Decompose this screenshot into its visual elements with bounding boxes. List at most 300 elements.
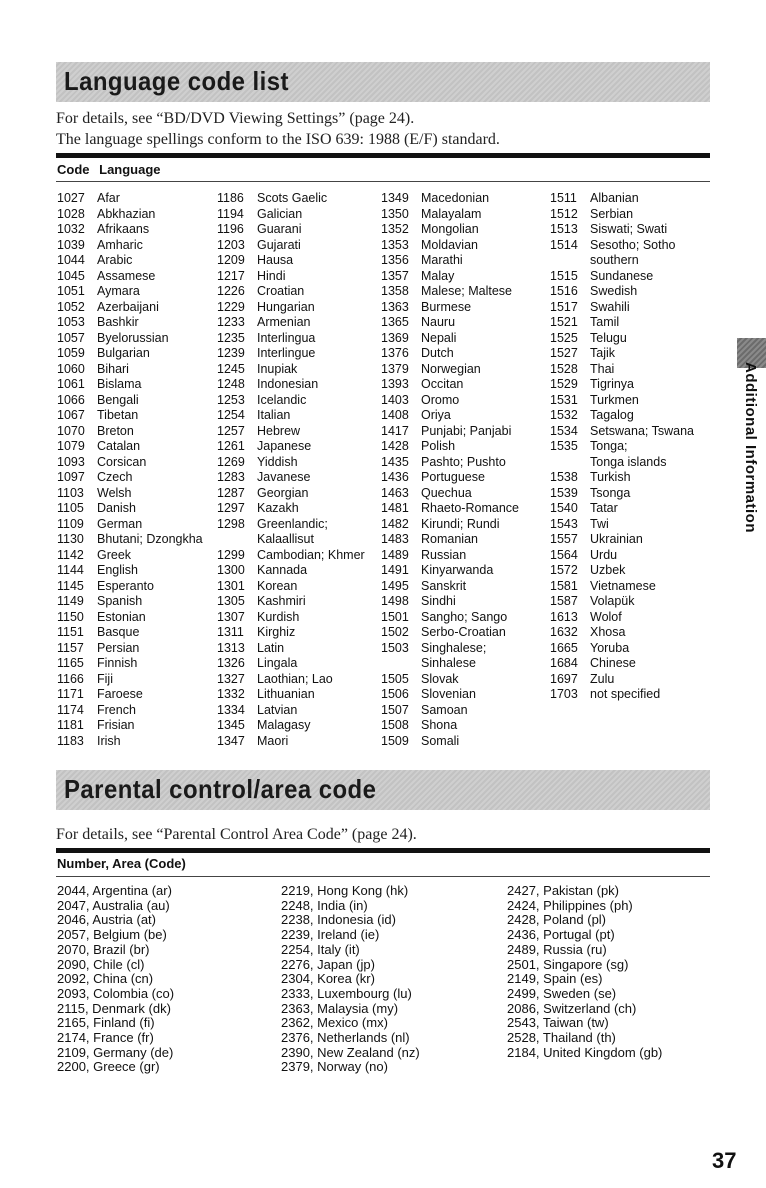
area-column-2 [281,884,420,1075]
language-name: Tamil [590,315,620,329]
language-name: Nepali [421,330,457,345]
language-row [381,222,519,238]
language-code: 1235 [217,330,245,345]
language-code: 1505 [381,671,409,686]
language-name: Dutch [421,346,454,360]
language-row [550,362,694,378]
language-row [550,377,694,393]
language-name: Catalan [97,439,141,453]
language-code: 1632 [550,625,578,639]
area-code-row: 2424, Philippines (ph) [507,897,633,913]
language-row [217,703,365,719]
language-row [57,377,203,393]
language-row [217,207,365,223]
language-code: 1564 [550,547,578,562]
language-name: Vietnamese [590,578,656,593]
language-row [217,300,365,316]
language-code: 1509 [381,733,409,748]
language-code: 1311 [217,625,244,639]
language-code: 1307 [217,609,245,624]
language-code: 1261 [217,439,245,453]
language-row [381,362,519,378]
area-code-row: 2219, Hong Kong (hk) [281,883,409,898]
language-name: Chinese [590,656,636,670]
language-row [550,579,694,595]
language-name: Hindi [257,268,286,283]
language-name: Xhosa [590,625,626,639]
language-name: Turkmen [590,392,639,407]
language-row [550,687,694,703]
area-code-row: 2092, China (cn) [57,971,154,987]
language-row [217,610,365,626]
language-code: 1527 [550,346,578,360]
language-name: Interlingue [257,346,316,360]
language-code: 1365 [381,315,409,329]
language-code: 1130 [57,532,84,546]
language-name: Guarani [257,222,302,236]
language-name: Sundanese [590,268,654,283]
language-row [550,393,694,409]
language-code: 1502 [381,625,409,639]
language-row [217,548,365,564]
language-code: 1350 [381,206,409,221]
language-row [57,331,203,347]
language-row [381,424,519,440]
language-name: Malay [421,268,455,283]
language-row [217,501,365,517]
language-code: 1534 [550,423,578,438]
language-code: 1436 [381,470,409,484]
language-row [217,393,365,409]
language-row [217,238,365,254]
language-name: Romanian [421,532,478,546]
area-code-row: 2254, Italy (it) [281,941,360,957]
language-row [57,315,203,331]
language-code: 1349 [381,191,409,205]
page-number: 37 [712,1148,737,1173]
language-code: 1501 [381,609,409,624]
language-row [57,439,203,455]
language-code: 1105 [57,501,84,515]
language-row [550,656,694,672]
language-name: Polish [421,439,456,453]
language-code: 1353 [381,237,409,252]
language-row [217,315,365,331]
area-code-row: 2427, Pakistan (pk) [507,883,620,898]
language-column-2 [217,191,365,749]
language-code: 1356 [381,253,409,267]
language-code: 1408 [381,408,409,422]
language-row [381,672,519,688]
language-name: Afrikaans [97,222,150,236]
language-row [57,579,203,595]
language-row [381,439,519,455]
language-row [217,377,365,393]
language-code: 1587 [550,594,578,608]
language-row [57,207,203,223]
language-name: Frisian [97,718,135,732]
language-row [57,253,203,269]
language-name: Albanian [590,191,639,205]
language-code: 1181 [57,718,84,732]
language-code: 1358 [381,284,409,298]
language-name: Spanish [97,594,143,608]
language-name: Bislama [97,377,142,391]
language-table-top-rule [56,153,710,158]
language-row [57,486,203,502]
language-name: Aymara [97,284,140,298]
language-name: Esperanto [97,578,154,593]
language-code: 1521 [550,315,578,329]
language-row [217,687,365,703]
language-name: Estonian [97,609,146,624]
language-code: 1248 [217,377,245,391]
area-code-row: 2390, New Zealand (nz) [281,1044,420,1060]
language-code: 1512 [550,206,578,221]
language-code: 1299 [217,547,245,562]
parental-table-header: Number, Area (Code) [57,856,186,871]
language-code: 1483 [381,532,409,546]
language-code: 1239 [217,346,245,360]
language-row [550,641,694,657]
language-name: Fiji [97,671,113,686]
area-code-row: 2184, United Kingdom (gb) [507,1044,663,1060]
area-code-row: 2543, Taiwan (tw) [507,1015,609,1031]
language-table-header [57,162,167,177]
parental-table-top-rule [56,848,710,853]
language-column-1 [57,191,203,749]
language-code: 1665 [550,640,578,655]
language-code: 1039 [57,237,85,252]
language-name: Bengali [97,392,139,407]
language-row [381,253,519,269]
language-name: English [97,563,138,577]
language-row [57,269,203,285]
language-name-continued: Tonga islands [590,454,667,469]
language-column-3 [381,191,519,749]
language-name: Pashto; Pushto [421,454,506,469]
language-row [381,594,519,610]
language-name: Kirundi; Rundi [421,516,500,531]
language-name: Faroese [97,687,143,701]
language-row [217,408,365,424]
language-code: 1517 [550,299,578,314]
language-name: Persian [97,640,140,655]
language-code: 1171 [57,687,84,701]
parental-intro: For details, see “Parental Control Area Code” (page 24). [56,826,417,843]
language-code: 1417 [381,423,409,438]
language-row [217,517,365,533]
language-name: Russian [421,547,467,562]
language-name: Italian [257,408,291,422]
area-code-row: 2436, Portugal (pt) [507,927,615,943]
language-row [381,269,519,285]
language-row [550,269,694,285]
language-code: 1513 [550,222,578,236]
language-row [57,346,203,362]
language-row [550,346,694,362]
language-code: 1489 [381,547,409,562]
language-code: 1363 [381,299,409,314]
language-row [381,718,519,734]
language-code: 1514 [550,237,578,252]
language-row [381,346,519,362]
language-name: Slovak [421,671,459,686]
area-code-row: 2149, Spain (es) [507,971,603,987]
language-section-title: Language code list [64,66,289,96]
language-code: 1151 [57,625,84,639]
language-row [217,346,365,362]
language-name: Somali [421,733,460,748]
area-code-row: 2248, India (in) [281,897,368,913]
language-code: 1531 [550,392,578,407]
area-code-row: 2501, Singapore (sg) [507,956,629,972]
language-row [381,393,519,409]
language-name: Samoan [421,702,468,717]
language-row [550,424,694,440]
area-code-row: 2086, Switzerland (ch) [507,1000,637,1016]
language-name: Greenlandic; [257,516,328,531]
language-name: Portuguese [421,470,485,484]
language-code: 1150 [57,609,84,624]
language-name: Danish [97,501,136,515]
language-intro-line1: For details, see “BD/DVD Viewing Settings” (page 24). [56,110,415,127]
language-name: Norwegian [421,361,481,376]
language-row [381,191,519,207]
language-row [381,238,519,254]
language-code: 1254 [217,408,245,422]
language-row [381,734,519,750]
language-row [57,424,203,440]
language-row [217,486,365,502]
language-name: Icelandic [257,392,307,407]
language-code: 1027 [57,191,85,205]
language-code: 1327 [217,671,245,686]
language-row [381,377,519,393]
language-row [550,548,694,564]
language-name: Lithuanian [257,687,315,701]
language-name: Tsonga [590,485,631,500]
language-row [550,238,694,254]
language-row [217,594,365,610]
language-row [550,594,694,610]
language-row [550,300,694,316]
area-code-row: 2047, Australia (au) [57,897,170,913]
language-name: Twi [590,516,609,531]
language-name: Singhalese; [421,640,487,655]
area-code-row: 2489, Russia (ru) [507,941,607,957]
language-code: 1257 [217,423,245,438]
language-name: Greek [97,547,132,562]
language-name: Kurdish [257,609,300,624]
language-code: 1482 [381,516,409,531]
language-name: Bashkir [97,315,139,329]
language-row [381,548,519,564]
language-name: Kashmiri [257,594,306,608]
language-code: 1305 [217,594,245,608]
language-row [550,486,694,502]
language-code: 1557 [550,532,578,546]
language-code: 1463 [381,485,409,500]
area-code-row: 2333, Luxembourg (lu) [281,985,412,1001]
language-name: Armenian [257,315,311,329]
language-name: Croatian [257,284,305,298]
language-row [217,625,365,641]
language-row [550,207,694,223]
language-name: Turkish [590,470,631,484]
language-code: 1226 [217,284,245,298]
language-code: 1506 [381,687,409,701]
language-row [217,253,365,269]
language-row [217,563,365,579]
language-row [57,222,203,238]
language-name: Telugu [590,330,627,345]
area-code-row: 2304, Korea (kr) [281,971,375,987]
language-name: Oriya [421,408,451,422]
language-code: 1079 [57,439,85,453]
language-name: Zulu [590,671,615,686]
language-row [217,284,365,300]
language-name: Volapük [590,594,635,608]
language-name-continued: Kalaallisut [257,532,314,546]
language-row [550,532,694,548]
header-language: Language [99,162,161,177]
language-row [550,563,694,579]
language-row [57,455,203,471]
area-code-row: 2109, Germany (de) [57,1044,174,1060]
area-code-row: 2238, Indonesia (id) [281,912,396,928]
area-code-row: 2115, Denmark (dk) [57,1000,171,1016]
language-intro-line2: The language spellings conform to the ISO 639: 1988 (E/F) standard. [56,131,500,148]
language-name: Serbian [590,206,634,221]
area-column-3 [507,884,662,1060]
language-code: 1203 [217,237,245,252]
language-code: 1059 [57,346,85,360]
area-code-row: 2044, Argentina (ar) [57,883,172,898]
language-name: Malayalam [421,206,482,221]
language-code: 1229 [217,299,245,314]
language-row [57,656,203,672]
language-code: 1233 [217,315,245,329]
language-code: 1057 [57,330,85,345]
language-row [57,300,203,316]
language-row [217,718,365,734]
language-code: 1269 [217,454,245,469]
language-name: Sesotho; Sotho [590,237,676,252]
language-row [381,625,519,641]
language-name: Kirghiz [257,625,296,639]
language-code: 1217 [217,268,245,283]
language-code: 1142 [57,547,84,562]
language-row [217,362,365,378]
language-row [550,672,694,688]
language-row [57,734,203,750]
language-row [381,207,519,223]
language-name: Japanese [257,439,312,453]
language-row [57,284,203,300]
language-name: Irish [97,733,121,748]
area-code-row: 2200, Greece (gr) [57,1059,160,1075]
language-code: 1053 [57,315,85,329]
language-code: 1334 [217,702,245,717]
language-row [57,408,203,424]
language-row [550,191,694,207]
language-name: Tagalog [590,408,634,422]
language-code: 1347 [217,733,245,748]
language-code: 1529 [550,377,578,391]
language-row [381,563,519,579]
language-row [550,470,694,486]
language-code: 1070 [57,423,85,438]
language-row [381,517,519,533]
area-code-row: 2046, Austria (at) [57,912,156,928]
language-row [381,408,519,424]
language-name: Bihari [97,361,129,376]
language-name: German [97,516,143,531]
language-name: Gujarati [257,237,301,252]
language-name: Rhaeto-Romance [421,501,519,515]
language-name: Kazakh [257,501,299,515]
language-code: 1539 [550,485,578,500]
language-code: 1403 [381,392,409,407]
language-code: 1103 [57,485,84,500]
language-name: Quechua [421,485,472,500]
language-code: 1067 [57,408,85,422]
language-row [217,222,365,238]
language-name: Bhutani; Dzongkha [97,532,203,546]
language-row [550,517,694,533]
language-name: Afar [97,191,120,205]
area-code-row: 2174, France (fr) [57,1030,154,1046]
language-name: Tibetan [97,408,139,422]
language-name: Breton [97,423,134,438]
language-row [550,501,694,517]
language-code: 1511 [550,191,577,205]
language-code: 1097 [57,470,85,484]
language-name: Ukrainian [590,532,643,546]
parental-section-title: Parental control/area code [64,774,377,804]
area-code-row: 2057, Belgium (be) [57,927,167,943]
language-name: Yiddish [257,454,298,469]
language-name: Kinyarwanda [421,563,494,577]
language-row [550,408,694,424]
language-name: Swedish [590,284,638,298]
area-code-row: 2363, Malaysia (my) [281,1000,399,1016]
language-code: 1032 [57,222,85,236]
language-name: Uzbek [590,563,626,577]
language-row [381,532,519,548]
language-row [217,439,365,455]
language-code: 1357 [381,268,409,283]
language-name: Malese; Maltese [421,284,513,298]
area-code-row: 2165, Finland (fi) [57,1015,155,1031]
language-code: 1369 [381,330,409,345]
language-row [57,548,203,564]
language-name: French [97,702,136,717]
language-row [217,191,365,207]
language-row [57,238,203,254]
area-code-row: 2528, Thailand (th) [507,1030,616,1046]
language-row [381,470,519,486]
area-code-row: 2376, Netherlands (nl) [281,1030,410,1046]
language-code: 1149 [57,594,84,608]
area-code-row: 2379, Norway (no) [281,1059,388,1075]
language-name: Corsican [97,454,147,469]
area-code-row: 2093, Colombia (co) [57,985,175,1001]
language-row [550,315,694,331]
language-name: Thai [590,361,615,376]
language-code: 1166 [57,671,84,686]
